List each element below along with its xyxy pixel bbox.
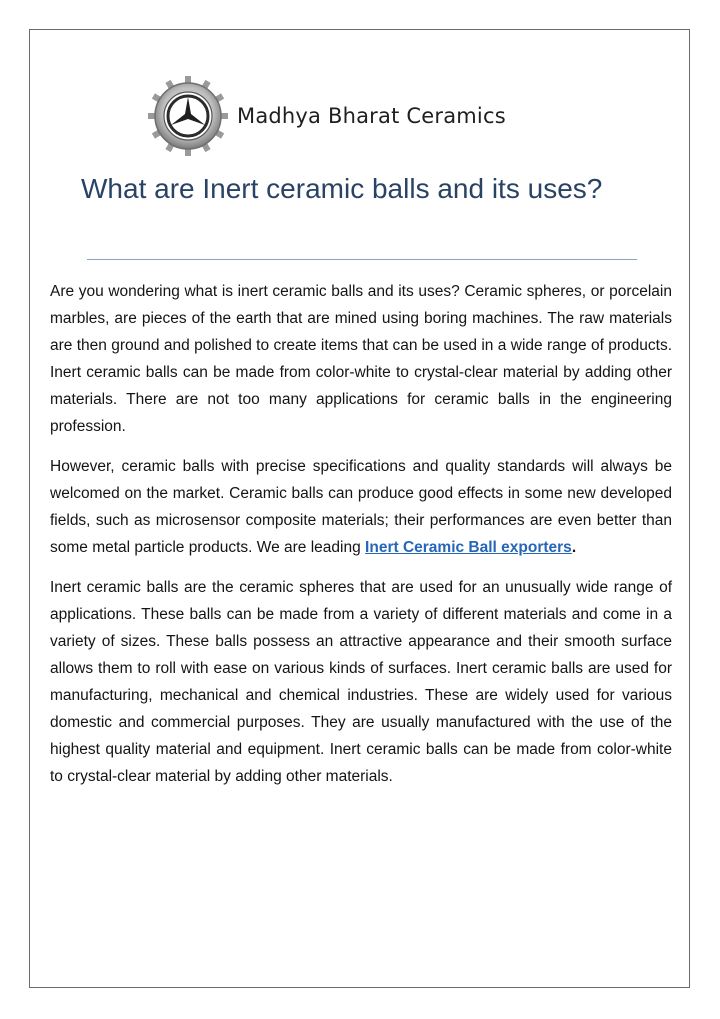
document-page [29,29,690,988]
paragraph-2 [50,453,672,561]
paragraph-2-text: However, ceramic balls with precise specifications and quality standards will always be welcomed on the market. Ceramic balls can produce good effects in some new developed fields, such as microsensor composite materials; their performances are even better than some metal particle products. We are leading [50,458,672,556]
article-body [50,278,672,803]
paragraph-3: Inert ceramic balls are the ceramic spheres that are used for an unusually wide range of applications. These balls can be made from a variety of different materials and come in a variety of sizes. These balls possess an attractive appearance and their smooth surface allows them to roll with ease on various kinds of surfaces. Inert ceramic balls are used for manufacturing, mechanical and chemical industries. These are widely used for various domestic and commercial purposes. They are usually manufactured with the use of the highest quality material and equipment. Inert ceramic balls can be made from color-white to crystal-clear material by adding other materials. [50,579,672,785]
paragraph-2-end: . [571,539,577,556]
page-title: What are Inert ceramic balls and its uses? [81,173,603,204]
header-logo [147,75,506,157]
gear-with-tri-star-logo-icon [147,75,229,157]
title-divider [87,259,637,260]
company-name: Madhya Bharat Ceramics [237,104,506,128]
paragraph-1: Are you wondering what is inert ceramic balls and its uses? Ceramic spheres, or porcelain marbles, are pieces of the earth that are mined using boring machines. The raw materials are then ground and polished to create items that can be used in a wide range of products. Inert ceramic balls can be made from color-white to crystal-clear material by adding other materials. There are not too many applications for ceramic balls in the engineering profession. [50,283,672,435]
inert-ceramic-ball-exporters-link[interactable]: Inert Ceramic Ball exporters [365,539,572,556]
